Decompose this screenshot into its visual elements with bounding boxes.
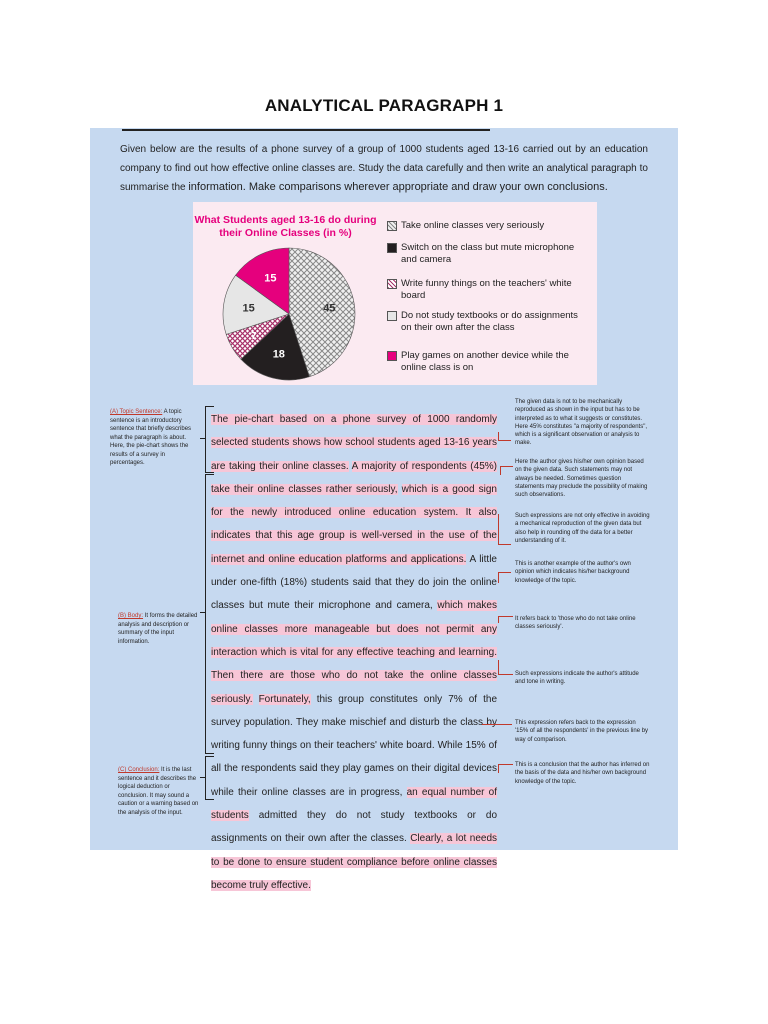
analytical-paragraph [211,408,497,897]
divider [122,129,490,131]
legend-swatch-2 [387,243,397,253]
intro-part1: Given below are the results of a phone survey of a group of 1000 students aged 13-16 carried out by an education company to find out how effective online classes are. Study the data carefully and then write an analytical paragraph to summarise the [120,144,648,193]
intro-part2: information. Make comparisons wherever appropriate and draw your own conclusions. [188,181,608,193]
legend-item-1 [401,220,591,232]
legend-swatch-5 [387,351,397,361]
topic-sentence-label: (A) Topic Sentence: [110,409,163,415]
connector-8 [498,764,513,773]
note-refers-back: It refers back to 'those who do not take online classes seriously'. [515,616,636,631]
sentence-one-fifth: A little under one-fifth (18%) students said that they do join the online classes but mute their microphone and camera, [211,553,497,612]
sentence-opinion-good-sign: which is a good sign for the newly introduced online education system. It also indicates that this age group is well-versed in the use of the internet and online education platforms and applications. [211,483,497,565]
intro-text [120,140,648,197]
note-interpretation: The given data is not to be mechanically reproduced as shown in the input but has to be interpreted as to what it suggests or constitutes. Here 45% constitutes "a majority of respondents", which is a significant observation or analysis to make. [515,399,647,447]
note-comparison: This expression refers back to the expression '15% of all the respondents' in the previous line by way of comparison. [515,720,649,743]
legend-label-2: Switch on the class but mute microphone and camera [401,242,575,265]
conclusion-label: (C) Conclusion: [118,767,160,773]
legend-item-3 [401,278,591,302]
topic-bracket-stub [200,438,206,439]
conclusion-text: It is the last sentence and it describes the logical deduction or conclusion. It may sound a caution or a warning based on the analysis of the input. [118,767,199,816]
pie-data-label-5: 15 [264,272,277,285]
connector-6 [498,660,513,675]
legend-label-5: Play games on another device while the online class is on [401,350,569,373]
sentence-manageable: which makes online classes more manageable but does not permit any interaction which is vital for any effective teaching and learning. [211,600,497,658]
sentence-seven-percent: this group constitutes only 7% of the survey population. They make mischief and disturb the class by writing funny things on their teachers' white board. While 15% of all the respondents said they play games on their digital devices while their online classes are in progress, [211,693,498,798]
legend-label-3: Write funny things on the teachers' white board [401,278,572,301]
sentence-textbooks: admitted they do not study textbooks or do assignments on their own after the classes. [211,810,497,845]
body-bracket-stub [200,612,206,613]
legend-label-4: Do not study textbooks or do assignments on their own after the class [401,310,578,333]
note-conclusion: This is a conclusion that the author has inferred on the basis of the data and his/her own background knowledge of the topic. [515,762,650,785]
connector-3 [498,514,511,545]
pie-data-label-4: 15 [242,302,255,315]
topic-sentence-note [110,408,200,468]
pie-chart [205,246,365,384]
legend-swatch-1 [387,221,397,231]
body-label: (B) Body: [118,613,144,619]
connector-2 [500,466,513,475]
pie-chart-box [193,202,597,385]
phrase-equal-number: an equal number of students [211,786,498,822]
page-title: ANALYTICAL PARAGRAPH 1 [264,96,504,115]
legend-swatch-4 [387,311,397,321]
topic-sentence-text: A topic sentence is an introductory sentence that briefly describes what the paragraph is about. Here, the pie-chart shows the results of a survey in percentages. [110,409,192,466]
sentence-conclusion: Clearly, a lot needs to be done to ensure student compliance before online classes become truly effective. [211,833,498,891]
sentence-not-serious: Then there are those who do not take the online classes seriously. [211,670,497,705]
legend-label-1: Take online classes very seriously [401,220,545,231]
legend-swatch-3 [387,279,397,289]
conclusion-note [118,766,200,817]
note-rounding: Such expressions are not only effective in avoiding a mechanical reproduction of the given data but also help in rounding off the data for a better understanding of it. [515,513,650,544]
connector-5 [498,616,513,623]
sentence-topic: The pie-chart based on a phone survey of 1000 randomly selected students shows how school students aged 13-16 years are taking their online classes. [211,414,497,472]
body-text-desc: It forms the detailed analysis and description or summary of the input information. [118,613,198,645]
conclusion-bracket-stub [200,777,206,778]
pie-data-label-2: 18 [272,348,285,361]
connector-4 [498,572,511,583]
legend-item-2 [401,242,591,266]
pie-data-label-3: 7 [250,330,257,342]
chart-title: What Students aged 13-16 do during their Online Classes (in %) [194,214,377,239]
note-background-knowledge: This is another example of the author's own opinion which indicates his/her background knowledge of the topic. [515,561,631,584]
word-fortunately: Fortunately, [258,693,311,705]
connector-1 [498,432,511,441]
pie-data-label-1: 45 [323,302,336,315]
legend-item-4 [401,310,591,334]
note-author-opinion: Here the author gives his/her own opinion based on the given data. Such statements may not always be needed. Sometimes question statements may preclude the possibility of making such observations. [515,459,648,499]
connector-7 [482,724,512,726]
body-note [118,612,200,646]
sentence-majority: A majority of respondents (45%) take their online classes rather seriously, [211,460,497,495]
note-attitude: Such expressions indicate the author's attitude and tone in writing. [515,671,639,686]
legend-item-5 [401,350,591,374]
